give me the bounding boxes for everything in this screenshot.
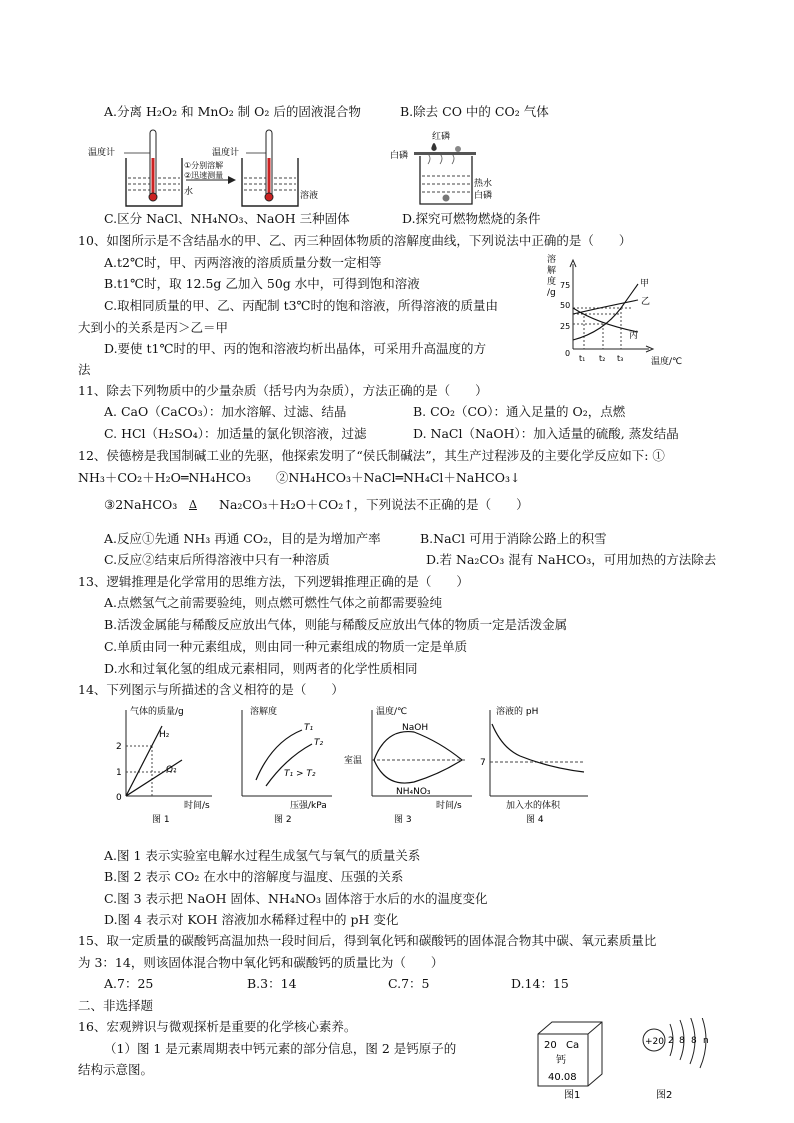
- q9-water-label: 水: [184, 187, 194, 197]
- red-phosphorus-label: 红磷: [432, 132, 451, 142]
- g2-label-t1: T₁: [304, 723, 314, 733]
- calcium-atom-structure: [640, 1018, 740, 1100]
- q9-option-b: B.除去 CO 中的 CO₂ 气体: [400, 104, 549, 119]
- q12-heating-symbol: Δ: [189, 498, 197, 511]
- q15-option-b: B.3：14: [247, 976, 297, 991]
- q14-option-b: B.图 2 表示 CO₂ 在水中的溶解度与温度、压强的关系: [104, 869, 404, 884]
- q9-thermometer-label-1: 温度计: [88, 148, 116, 158]
- solubility-curve-graph: [543, 252, 691, 370]
- g1-tick-2: 2: [116, 742, 122, 752]
- atomic-number: 20: [544, 1040, 557, 1051]
- q11-option-b: B. CO₂（CO）：通入足量的 O₂，点燃: [413, 404, 626, 419]
- q13-option-c: C.单质由同一种元素组成，则由同一种元素组成的物质一定是单质: [104, 639, 468, 654]
- q12-option-a: A.反应①先通 NH₃ 再通 CO₂，目的是为增加产率: [104, 531, 381, 546]
- x-axis-label: 温度/℃: [651, 357, 683, 367]
- q13-stem: 13、逻辑推理是化学常用的思维方法，下列逻辑推理正确的是（ ）: [78, 574, 469, 589]
- origin-label: 0: [565, 349, 571, 358]
- hot-water-label: 热水: [474, 179, 493, 189]
- g3-label-nh4no3: NH₄NO₃: [396, 787, 431, 797]
- calcium-element-card: [532, 1018, 612, 1100]
- g3-label-naoh: NaOH: [402, 723, 429, 733]
- q15-stem-line1: 15、取一定质量的碳酸钙高温加热一段时间后，得到氧化钙和碳酸钙的固体混合物其中碳、氧元素质量比: [78, 933, 657, 948]
- y-axis-label-2: 解: [547, 266, 557, 276]
- element-name: 钙: [556, 1055, 566, 1066]
- x-tick-t2: t₂: [599, 354, 606, 363]
- g4-tick-7: 7: [480, 758, 486, 768]
- g4-curve-ph: [492, 724, 584, 772]
- nucleus-charge: +20: [645, 1037, 664, 1047]
- q10-option-d-line1: D.要使 t1℃时的甲、丙的饱和溶液均析出晶体，可采用升高温度的方: [104, 341, 486, 356]
- q14-graph-1: [104, 702, 226, 824]
- series-label-yi: 乙: [641, 297, 651, 307]
- g1-origin: 0: [116, 793, 122, 803]
- q11-option-c: C. HCl（H₂SO₄）：加适量的氯化钡溶液，过滤: [104, 426, 367, 441]
- q13-option-b: B.活泼金属能与稀酸反应放出气体，则能与稀酸反应放出气体的物质一定是活泼金属: [104, 617, 568, 632]
- q10-option-a: A.t2℃时，甲、丙两溶液的溶质质量分数一定相等: [104, 255, 382, 270]
- q10-option-c-line1: C.取相同质量的甲、乙、丙配制 t3℃时的饱和溶液，所得溶液的质量由: [104, 298, 499, 313]
- q12-equation-1-2: NH₃＋CO₂＋H₂O═NH₄HCO₃ ②NH₄HCO₃＋NaCl═NH₄Cl＋NaHCO₃↓: [78, 470, 521, 485]
- g4-x-label: 加入水的体积: [506, 801, 561, 811]
- shell-3-electrons: 8: [691, 1036, 697, 1046]
- q9-step2-label: ②迅速测量: [184, 171, 224, 180]
- g3-y-label: 温度/℃: [376, 707, 408, 717]
- shell-2-electrons: 8: [679, 1036, 685, 1046]
- q11-option-d: D. NaCl（NaOH）：加入适量的硫酸, 蒸发结晶: [413, 426, 679, 441]
- q12-option-b: B.NaCl 可用于消除公路上的积雪: [420, 531, 607, 546]
- y-axis-label-3: 度: [547, 277, 557, 287]
- q14-option-d: D.图 4 表示对 KOH 溶液加水稀释过程中的 pH 变化: [104, 912, 399, 927]
- q9-step1-label: ①分别溶解: [184, 161, 224, 170]
- q12-option-d: D.若 Na₂CO₃ 混有 NaHCO₃，可用加热的方法除去: [426, 552, 717, 567]
- g1-line-h2: [126, 726, 162, 796]
- g2-curve-t2: [266, 744, 312, 786]
- g3-curve-naoh: [374, 732, 462, 760]
- q11-option-a: A. CaO（CaCO₃）：加水溶解、过滤、结晶: [104, 404, 347, 419]
- section-2-heading: 二、非选择题: [78, 998, 154, 1013]
- x-tick-t3: t₃: [617, 354, 624, 363]
- g1-y-label: 气体的质量/g: [130, 707, 184, 717]
- q13-option-d: D.水和过氧化氢的组成元素相同，则两者的化学性质相同: [104, 661, 418, 676]
- g2-label-t2: T₂: [314, 738, 324, 748]
- q13-option-a: A.点燃氢气之前需要验纯，则点燃可燃性气体之前都需要验纯: [104, 595, 443, 610]
- q12-equation-3-left: ③2NaHCO₃: [104, 497, 178, 512]
- q15-option-a: A.7：25: [104, 976, 154, 991]
- g4-caption: 图 4: [526, 815, 544, 824]
- q9-option-a: A.分离 H₂O₂ 和 MnO₂ 制 O₂ 后的固液混合物: [104, 104, 361, 119]
- q9-solution-label: 溶液: [300, 191, 319, 201]
- q12-stem: 12、侯德榜是我国制碱工业的先驱，他探索发明了“侯氏制碱法”，其生产过程涉及的主要化学反应如下: ①: [78, 448, 665, 463]
- y-tick-25: 25: [560, 322, 571, 331]
- q9-beaker-figure: [86, 128, 326, 210]
- q14-graph-3: [340, 702, 480, 824]
- q12-option-c: C.反应②结束后所得溶液中只有一种溶质: [104, 552, 330, 567]
- q14-stem: 14、下列图示与所描述的含义相符的是（ ）: [78, 682, 344, 697]
- series-label-bing: 丙: [629, 331, 639, 341]
- y-tick-50: 50: [560, 301, 571, 310]
- g1-caption: 图 1: [152, 815, 170, 824]
- shell-4-electrons: n: [703, 1036, 709, 1046]
- q10-option-c-line2: 大到小的关系是丙＞乙＝甲: [78, 320, 229, 335]
- g3-room-temp: 室温: [344, 756, 363, 766]
- g1-label-h2: H₂: [159, 730, 170, 740]
- q9-option-c: C.区分 NaCl、NH₄NO₃、NaOH 三种固体: [104, 211, 350, 226]
- q10-option-d-line2: 法: [78, 362, 91, 377]
- q12-equation-3-right: Na₂CO₃＋H₂O＋CO₂↑，下列说法不正确的是（ ）: [219, 497, 529, 512]
- y-axis-label-1: 溶: [547, 255, 557, 265]
- element-symbol: Ca: [566, 1040, 580, 1051]
- atomic-mass: 40.08: [548, 1072, 577, 1083]
- g2-relation: T₁ > T₂: [284, 769, 316, 779]
- g1-label-o2: O₂: [166, 765, 177, 775]
- shell-1-electrons: 2: [668, 1036, 674, 1046]
- g2-y-label: 溶解度: [250, 707, 278, 717]
- g3-caption: 图 3: [394, 815, 412, 824]
- y-axis-label-4: /g: [547, 288, 556, 298]
- q16-stem: 16、宏观辨识与微观探析是重要的化学核心素养。: [78, 1019, 357, 1034]
- curve-yi: [573, 300, 638, 314]
- figure-1-caption: 图1: [564, 1090, 581, 1100]
- g4-y-label: 溶液的 pH: [496, 707, 539, 717]
- g3-curve-nh4no3: [374, 760, 462, 783]
- q15-stem-line2: 为 3：14，则该固体混合物中氧化钙和碳酸钙的质量比为（ ）: [78, 955, 444, 970]
- q14-graph-2: [232, 702, 342, 824]
- q15-option-c: C.7：5: [388, 976, 430, 991]
- q11-stem: 11、除去下列物质中的少量杂质（括号内为杂质），方法正确的是（ ）: [78, 383, 488, 398]
- q14-option-a: A.图 1 表示实验室电解水过程生成氢气与氧气的质量关系: [104, 848, 421, 863]
- series-label-jia: 甲: [640, 279, 650, 289]
- y-tick-75: 75: [560, 281, 571, 290]
- q10-option-b: B.t1℃时，取 12.5g 乙加入 50g 水中，可得到饱和溶液: [104, 276, 420, 291]
- g1-tick-1: 1: [116, 768, 122, 778]
- q14-graph-4: [480, 702, 602, 824]
- q14-option-c: C.图 3 表示把 NaOH 固体、NH₄NO₃ 固体溶于水后的水的温度变化: [104, 891, 488, 906]
- figure-2-caption: 图2: [656, 1090, 673, 1100]
- q10-stem: 10、如图所示是不含结晶水的甲、乙、丙三种固体物质的溶解度曲线，下列说法中正确的是（ ）: [78, 233, 632, 248]
- white-phosphorus-label-2: 白磷: [474, 191, 493, 201]
- q9-option-d: D.探究可燃物燃烧的条件: [402, 211, 541, 226]
- beaker-2: [242, 130, 298, 206]
- q16-part1-line1: （1）图 1 是元素周期表中钙元素的部分信息，图 2 是钙原子的: [104, 1041, 457, 1056]
- x-tick-t1: t₁: [579, 354, 586, 363]
- beaker-1: [126, 130, 182, 206]
- q9-thermometer-label-2: 温度计: [212, 148, 240, 158]
- q16-part1-line2: 结构示意图。: [78, 1062, 154, 1077]
- g2-x-label: 压强/kPa: [290, 801, 327, 811]
- q15-option-d: D.14：15: [511, 976, 569, 991]
- white-phosphorus-label-1: 白磷: [390, 151, 409, 161]
- g3-x-label: 时间/s: [436, 801, 462, 811]
- q9-combustion-figure: [388, 128, 500, 210]
- g1-x-label: 时间/s: [184, 801, 210, 811]
- g2-caption: 图 2: [274, 815, 292, 824]
